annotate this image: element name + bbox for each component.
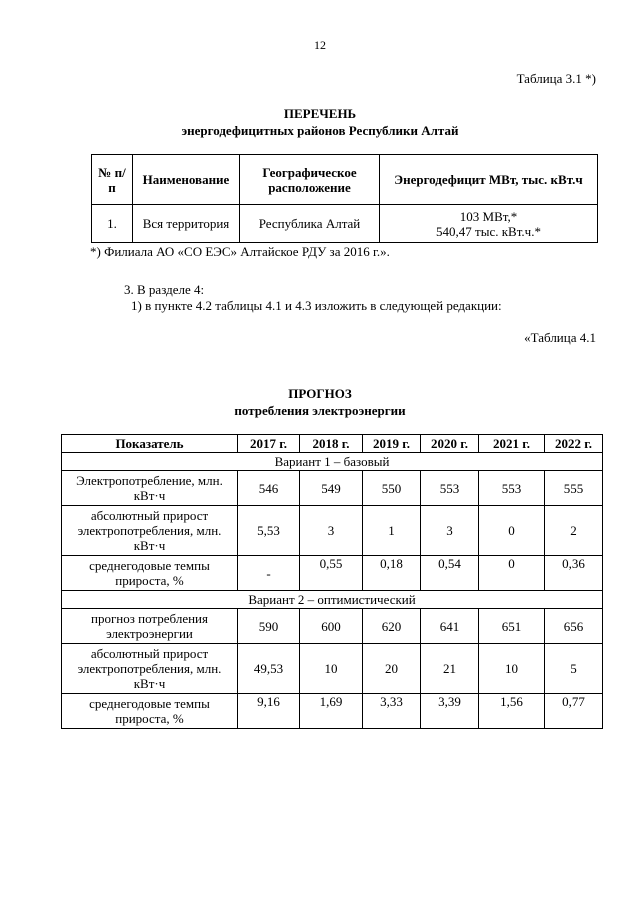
cell-value: 555 — [545, 471, 603, 506]
cell-value: 2 — [545, 506, 603, 556]
cell-value: 641 — [421, 609, 479, 644]
cell-value: 546 — [238, 471, 300, 506]
header-num: № п/п — [92, 155, 133, 205]
table-header-row — [62, 435, 603, 453]
cell-value: 620 — [363, 609, 421, 644]
cell-value: 651 — [479, 609, 545, 644]
row-label: прогноз потребления электроэнергии — [62, 609, 238, 644]
cell-value: 0 — [479, 506, 545, 556]
page-number: 12 — [314, 38, 326, 52]
cell-value: 1,69 — [300, 694, 363, 729]
cell-value: 0 — [479, 556, 545, 591]
cell-value: 553 — [421, 471, 479, 506]
cell-value: 21 — [421, 644, 479, 694]
deficit-line-1: 103 МВт,* — [459, 208, 518, 224]
row-label: среднегодовые темпы прироста, % — [62, 694, 238, 729]
table-row — [62, 506, 603, 556]
header-deficit: Энергодефицит МВт, тыс. кВт.ч — [380, 155, 598, 205]
row-label: абсолютный прирост электропотребления, млн. кВт·ч — [62, 506, 238, 556]
header-year-2020: 2020 г. — [421, 435, 479, 453]
cell-deficit — [380, 205, 598, 243]
table-header-row — [92, 155, 598, 205]
cell-value: 0,18 — [363, 556, 421, 591]
cell-value: 5 — [545, 644, 603, 694]
cell-value: 0,54 — [421, 556, 479, 591]
header-year-2022: 2022 г. — [545, 435, 603, 453]
cell-value: 1 — [363, 506, 421, 556]
cell-value: - — [238, 556, 300, 591]
cell-value: 10 — [479, 644, 545, 694]
table-row — [92, 205, 598, 243]
cell-value: 0,77 — [545, 694, 603, 729]
table-row — [62, 556, 603, 591]
cell-value: 3 — [300, 506, 363, 556]
variant-row — [62, 453, 603, 471]
row-label: Электропотребление, млн. кВт·ч — [62, 471, 238, 506]
forecast-table — [61, 434, 603, 729]
cell-value: 0,36 — [545, 556, 603, 591]
cell-value: 1,56 — [479, 694, 545, 729]
table2-title: ПРОГНОЗ — [288, 386, 352, 401]
cell-value: 0,55 — [300, 556, 363, 591]
paragraph-item-3: 3. В разделе 4: — [124, 282, 205, 297]
cell-value: 549 — [300, 471, 363, 506]
cell-value: 600 — [300, 609, 363, 644]
header-indicator: Показатель — [62, 435, 238, 453]
table-row — [62, 644, 603, 694]
cell-value: 49,53 — [238, 644, 300, 694]
deficit-table — [91, 154, 598, 243]
table-row — [62, 471, 603, 506]
header-year-2018: 2018 г. — [300, 435, 363, 453]
cell-location: Республика Алтай — [240, 205, 380, 243]
paragraph-item-3-1: 1) в пункте 4.2 таблицы 4.1 и 4.3 изложить в следующей редакции: — [131, 298, 502, 313]
cell-value: 590 — [238, 609, 300, 644]
row-label: среднегодовые темпы прироста, % — [62, 556, 238, 591]
table1-title: ПЕРЕЧЕНЬ — [283, 106, 357, 121]
variant-2-label: Вариант 2 – оптимистический — [62, 591, 603, 609]
cell-value: 20 — [363, 644, 421, 694]
table-row — [62, 609, 603, 644]
table1-footnote: *) Филиала АО «СО ЕЭС» Алтайское РДУ за 2016 г.». — [90, 244, 390, 259]
variant-row — [62, 591, 603, 609]
cell-value: 3,33 — [363, 694, 421, 729]
header-year-2021: 2021 г. — [479, 435, 545, 453]
table1-subtitle: энергодефицитных районов Республики Алтай — [181, 123, 459, 138]
cell-value: 550 — [363, 471, 421, 506]
cell-value: 3,39 — [421, 694, 479, 729]
cell-value: 5,53 — [238, 506, 300, 556]
header-location: Географическое расположение — [240, 155, 380, 205]
table-row — [62, 694, 603, 729]
row-label: абсолютный прирост электропотребления, млн. кВт·ч — [62, 644, 238, 694]
cell-value: 3 — [421, 506, 479, 556]
header-name: Наименование — [133, 155, 240, 205]
table2-subtitle: потребления электроэнергии — [234, 403, 406, 418]
deficit-line-2: 540,47 тыс. кВт.ч.* — [436, 223, 541, 239]
header-year-2017: 2017 г. — [238, 435, 300, 453]
table2-caption: «Таблица 4.1 — [524, 330, 596, 345]
variant-1-label: Вариант 1 – базовый — [62, 453, 603, 471]
cell-value: 553 — [479, 471, 545, 506]
cell-value: 10 — [300, 644, 363, 694]
cell-value: 9,16 — [238, 694, 300, 729]
header-year-2019: 2019 г. — [363, 435, 421, 453]
cell-num: 1. — [92, 205, 133, 243]
cell-value: 656 — [545, 609, 603, 644]
table1-caption: Таблица 3.1 *) — [516, 71, 596, 86]
cell-name: Вся территория — [133, 205, 240, 243]
